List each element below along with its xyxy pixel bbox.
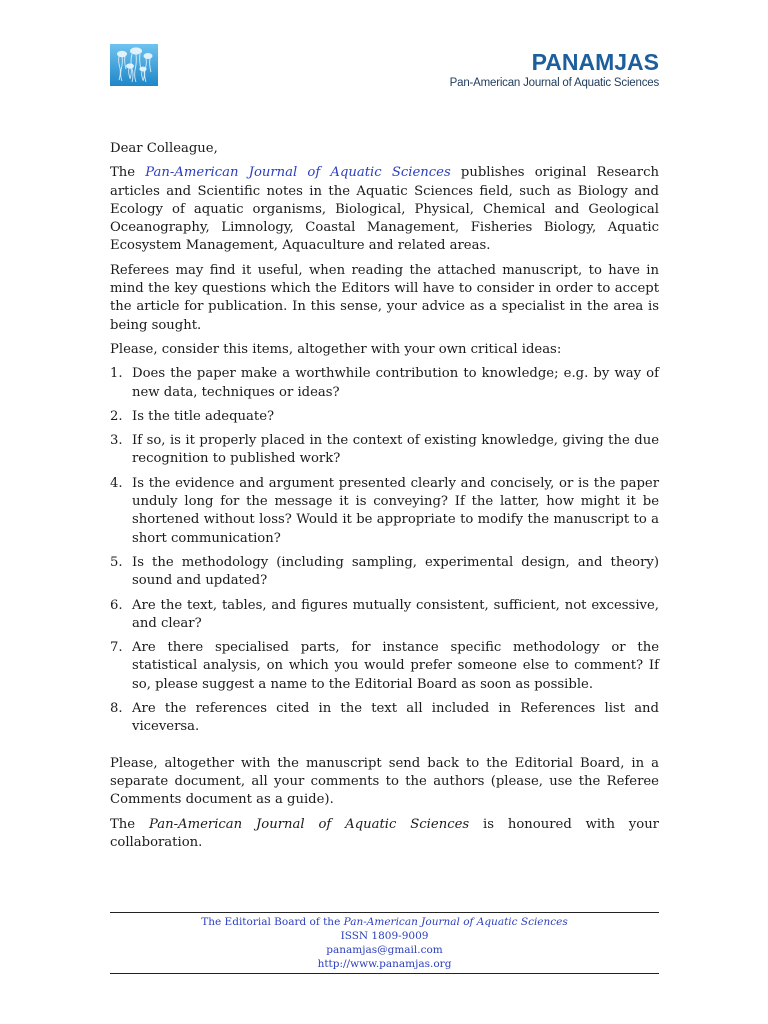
footer-board-prefix: The Editorial Board of the (201, 916, 344, 928)
footer-text (110, 913, 659, 973)
closing-rest: is honoured with your collaboration. (110, 816, 659, 850)
list-item (110, 639, 659, 694)
intro-paragraph (110, 164, 659, 255)
items-intro: Please, consider this items, altogether with your own critical ideas: (110, 341, 562, 357)
footer-email-link[interactable]: panamjas@gmail.com (326, 944, 443, 956)
item-text: Does the paper make a worthwhile contribution to knowledge; e.g. by way of new data, techniques or ideas? (132, 366, 659, 400)
letter-footer (110, 912, 659, 974)
item-number: 5. (110, 554, 123, 570)
footer-journal-name: Pan-American Journal of Aquatic Sciences (343, 916, 568, 928)
item-text: Are the references cited in the text all included in References list and viceversa. (132, 701, 659, 735)
item-number: 6. (110, 597, 123, 613)
item-number: 3. (110, 433, 123, 449)
intro-rest: publishes original Research articles and Scientific notes in the Aquatic Sciences field, such as Biology and Ecology of aquatic organisms, Biological, Physical, Chemical and Geological Oceanography, Limnology, Coastal Management, Fisheries Biology, Aquatic Ecosystem Management, Aquaculture and related areas. (110, 165, 659, 254)
journal-name: Pan-American Journal of Aquatic Sciences (145, 165, 451, 181)
item-number: 1. (110, 366, 123, 382)
list-item (110, 700, 659, 737)
item-text: Is the methodology (including sampling, experimental design, and theory) sound and updated? (132, 554, 659, 589)
footer-bottom-rule (110, 973, 659, 974)
criteria-list (110, 365, 659, 736)
item-text: Is the title adequate? (132, 408, 275, 424)
return-paragraph: Please, altogether with the manuscript send back to the Editorial Board, in a separate document, all your comments to the authors (please, use the Referee Comments document as a guide). (110, 755, 659, 808)
footer-website-link[interactable]: http://www.panamjas.org (317, 958, 452, 970)
list-item (110, 365, 659, 402)
list-item (110, 475, 659, 548)
closing-journal-name: Pan-American Journal of Aquatic Sciences (148, 816, 470, 832)
item-number: 4. (110, 475, 123, 491)
list-item (110, 597, 659, 634)
journal-brand (450, 50, 659, 90)
item-number: 2. (110, 408, 123, 424)
footer-board-line (110, 915, 659, 929)
item-number: 8. (110, 701, 123, 717)
brand-subtitle: Pan-American Journal of Aquatic Sciences (449, 77, 659, 89)
list-item (110, 432, 659, 469)
item-number: 7. (110, 640, 123, 656)
list-item (110, 554, 659, 591)
letter-body (110, 140, 659, 858)
item-text: Are the text, tables, and figures mutually consistent, sufficient, not excessive, and clear? (132, 597, 659, 631)
item-text: Are there specialised parts, for instance specific methodology or the statistical analysis, on which you would prefer someone else to comment? If so, please suggest a name to the Editorial Board as soon as possible. (132, 640, 659, 692)
brand-title: PANAMJAS (531, 49, 659, 75)
section-spacer (110, 743, 659, 755)
item-text: If so, is it properly placed in the context of existing knowledge, giving the due recognition to published work? (132, 433, 659, 467)
closing-prefix: The (110, 816, 149, 832)
item-text: Is the evidence and argument presented clearly and concisely, or is the paper unduly long for the message it is conveying? If the latter, how might it be shortened without loss? Would it be appropriate to modify the manuscript to a short communication? (132, 475, 659, 546)
jellyfish-logo-icon (110, 44, 158, 86)
closing-paragraph (110, 816, 659, 853)
intro-prefix: The (110, 165, 146, 181)
list-item (110, 408, 659, 426)
footer-issn: ISSN 1809-9009 (340, 930, 429, 942)
referee-paragraph: Referees may find it useful, when reading the attached manuscript, to have in mind the key questions which the Editors will have to consider in order to accept the article for publication. In this sense, your advice as a specialist in the area is being sought. (110, 262, 659, 333)
greeting: Dear Colleague, (110, 141, 218, 156)
